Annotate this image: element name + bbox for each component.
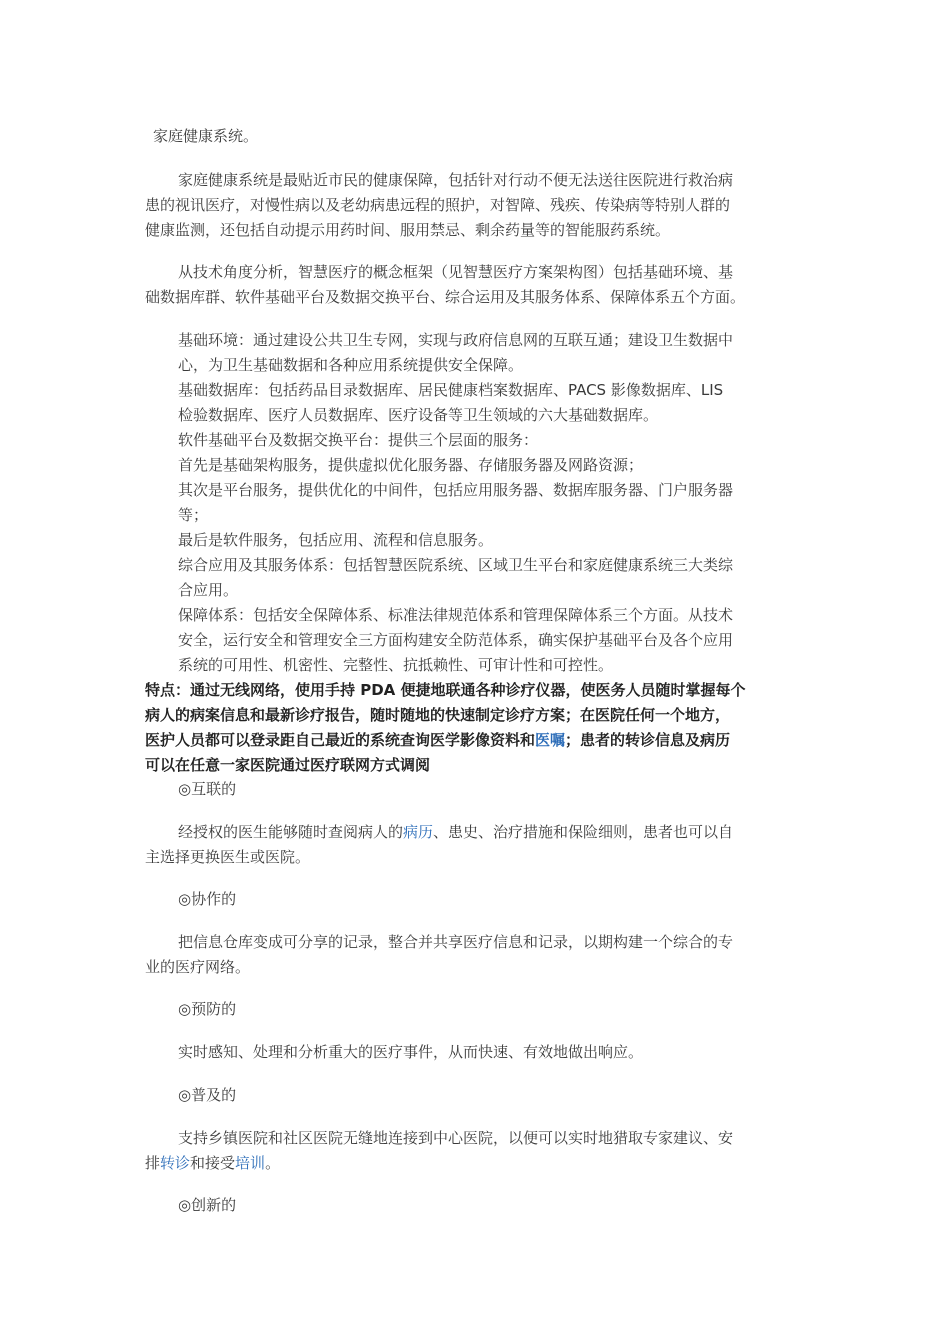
paragraph-line: 实时感知、处理和分析重大的医疗事件，从而快速、有效地做出响应。	[178, 1043, 644, 1061]
paragraph-line: 础数据库群、软件基础平台及数据交换平台、综合运用及其服务体系、保障体系五个方面。	[145, 288, 746, 306]
subsection-title: ◎普及的	[178, 1086, 237, 1104]
medical-order-link[interactable]: 医嘱	[535, 731, 566, 749]
feature-text: 医护人员都可以登录距自己最近的系统查询医学影像资料和	[145, 731, 536, 749]
medical-record-link[interactable]: 病历	[403, 823, 434, 841]
feature-text: ；患者的转诊信息及病历	[565, 731, 731, 749]
list-item: 等；	[178, 506, 209, 524]
paragraph-line: 支持乡镇医院和社区医院无缝地连接到中心医院，以便可以实时地猎取专家建议、安	[178, 1129, 734, 1147]
list-item: 首先是基础架构服务，提供虚拟优化服务器、存储服务器及网路资源；	[178, 456, 644, 474]
paragraph-line: 把信息仓库变成可分享的记录，整合并共享医疗信息和记录，以期构建一个综合的专	[178, 933, 734, 951]
paragraph-line	[178, 822, 733, 842]
list-item: 保障体系：包括安全保障体系、标准法律规范体系和管理保障体系三个方面。从技术	[178, 606, 734, 624]
subsection-title: ◎协作的	[178, 890, 237, 908]
paragraph-line: 业的医疗网络。	[145, 958, 251, 976]
list-item: 基础环境：通过建设公共卫生专网，实现与政府信息网的互联互通；建设卫生数据中	[178, 331, 734, 349]
list-item: 检验数据库、医疗人员数据库、医疗设备等卫生领域的六大基础数据库。	[178, 406, 659, 424]
paragraph-text: 、患史、治疗措施和保险细则，患者也可以自	[433, 823, 734, 841]
list-item: 安全，运行安全和管理安全三方面构建安全防范体系，确实保护基础平台及各个应用	[178, 631, 734, 649]
list-item: 系统的可用性、机密性、完整性、抗抵赖性、可审计性和可控性。	[178, 656, 614, 674]
paragraph-line: 家庭健康系统是最贴近市民的健康保障，包括针对行动不便无法送往医院进行救治病	[178, 171, 734, 189]
paragraph-line: 从技术角度分析，智慧医疗的概念框架（见智慧医疗方案架构图）包括基础环境、基	[178, 263, 734, 281]
feature-line: 可以在任意一家医院通过医疗联网方式调阅	[145, 756, 431, 774]
paragraph-text: 。	[265, 1154, 281, 1172]
list-item: 基础数据库：包括药品目录数据库、居民健康档案数据库、PACS 影像数据库、LIS	[178, 381, 724, 399]
list-item: 最后是软件服务，包括应用、流程和信息服务。	[178, 531, 494, 549]
paragraph-line: 患的视讯医疗，对慢性病以及老幼病患远程的照护，对智障、残疾、传染病等特别人群的	[145, 196, 731, 214]
list-item: 综合应用及其服务体系：包括智慧医院系统、区域卫生平台和家庭健康系统三大类综	[178, 556, 734, 574]
paragraph-text: 排	[145, 1154, 161, 1172]
feature-line: 病人的病案信息和最新诊疗报告，随时随地的快速制定诊疗方案；在医院任何一个地方，	[145, 706, 731, 724]
training-link[interactable]: 培训	[235, 1154, 266, 1172]
list-item: 合应用。	[178, 581, 239, 599]
paragraph-line: 健康监测，还包括自动提示用药时间、服用禁忌、剩余药量等的智能服药系统。	[145, 221, 671, 239]
subsection-title: ◎创新的	[178, 1196, 237, 1214]
feature-line: 特点：通过无线网络，使用手持 PDA 便捷地联通各种诊疗仪器，使医务人员随时掌握每个	[145, 681, 746, 699]
subsection-title: ◎互联的	[178, 780, 237, 798]
list-item: 心，为卫生基础数据和各种应用系统提供安全保障。	[178, 356, 524, 374]
paragraph-text: 经授权的医生能够随时查阅病人的	[178, 823, 404, 841]
paragraph-line	[145, 1153, 280, 1173]
feature-line	[145, 730, 730, 750]
paragraph-line: 主选择更换医生或医院。	[145, 848, 311, 866]
paragraph-text: 和接受	[190, 1154, 236, 1172]
subsection-title: ◎预防的	[178, 1000, 237, 1018]
list-item: 其次是平台服务，提供优化的中间件，包括应用服务器、数据库服务器、门户服务器	[178, 481, 734, 499]
list-item: 软件基础平台及数据交换平台：提供三个层面的服务：	[178, 431, 539, 449]
referral-link[interactable]: 转诊	[160, 1154, 191, 1172]
section-heading: 家庭健康系统。	[153, 127, 259, 145]
